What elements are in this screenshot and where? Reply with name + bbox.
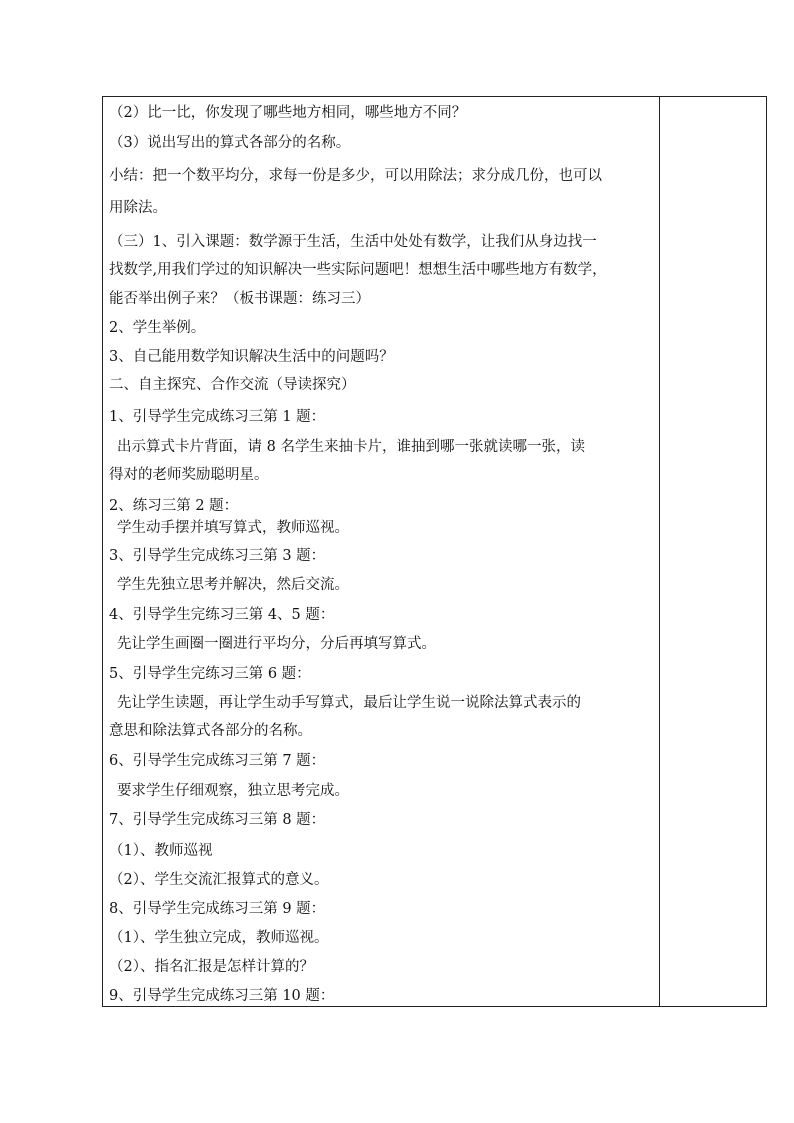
lesson-plan-table: [102, 96, 767, 1007]
text-line: 7、引导学生完成练习三第 8 题：: [109, 812, 326, 828]
text-line: 出示算式卡片背面，请 8 名学生来抽卡片，谁抽到哪一张就读哪一张，读: [117, 439, 585, 455]
text-line: （2）、指名汇报是怎样计算的？: [109, 959, 314, 975]
text-line: 8、引导学生完成练习三第 9 题：: [109, 901, 326, 917]
text-line: 3、自己能用数学知识解决生活中的问题吗？: [109, 349, 394, 365]
text-line: 学生动手摆并填写算式，教师巡视。: [117, 520, 349, 536]
text-line: （2）、学生交流汇报算式的意义。: [109, 872, 329, 888]
text-line: 找数学,用我们学过的知识解决一些实际问题吧！想想生活中哪些地方有数学，: [109, 262, 607, 278]
text-line: （1）、学生独立完成，教师巡视。: [109, 930, 329, 946]
text-line: 2、练习三第 2 题：: [109, 498, 239, 514]
text-line: 9、引导学生完成练习三第 10 题：: [109, 988, 335, 1004]
text-line: 要求学生仔细观察，独立思考完成。: [117, 783, 349, 799]
text-line: 意思和除法算式各部分的名称。: [109, 723, 312, 739]
text-line: 3、引导学生完成练习三第 3 题：: [109, 548, 326, 564]
text-line: （三）1、引入课题：数学源于生活，生活中处处有数学，让我们从身边找一: [109, 234, 597, 250]
text-line: （2）比一比，你发现了哪些地方相同，哪些地方不同？: [109, 105, 467, 121]
lesson-content-cell: [103, 97, 659, 1006]
text-line: （3）说出写出的算式各部分的名称。: [109, 135, 351, 151]
text-line: 2、学生举例。: [109, 320, 206, 336]
text-line: 学生先独立思考并解决，然后交流。: [117, 577, 349, 593]
text-line: 先让学生读题，再让学生动手写算式，最后让学生说一说除法算式表示的: [117, 695, 581, 711]
text-line: 能否举出例子来？（板书课题：练习三）: [109, 291, 370, 307]
notes-cell: [660, 97, 766, 1006]
text-line: 小结：把一个数平均分，求每一份是多少，可以用除法；求分成几份，也可以: [109, 168, 602, 184]
text-line: 用除法。: [109, 200, 167, 216]
text-line: 得对的老师奖励聪明星。: [109, 467, 269, 483]
text-line: 6、引导学生完成练习三第 7 题：: [109, 753, 326, 769]
text-line: 先让学生画圈一圈进行平均分，分后再填写算式。: [117, 636, 436, 652]
text-line: 1、引导学生完成练习三第 1 题：: [109, 409, 326, 425]
text-line: 4、引导学生完练习三第 4、5 题：: [109, 607, 335, 623]
text-line: （1）、教师巡视: [109, 843, 213, 859]
text-line: 5、引导学生完练习三第 6 题：: [109, 666, 311, 682]
text-line: 二、自主探究、合作交流（导读探究）: [109, 377, 356, 393]
